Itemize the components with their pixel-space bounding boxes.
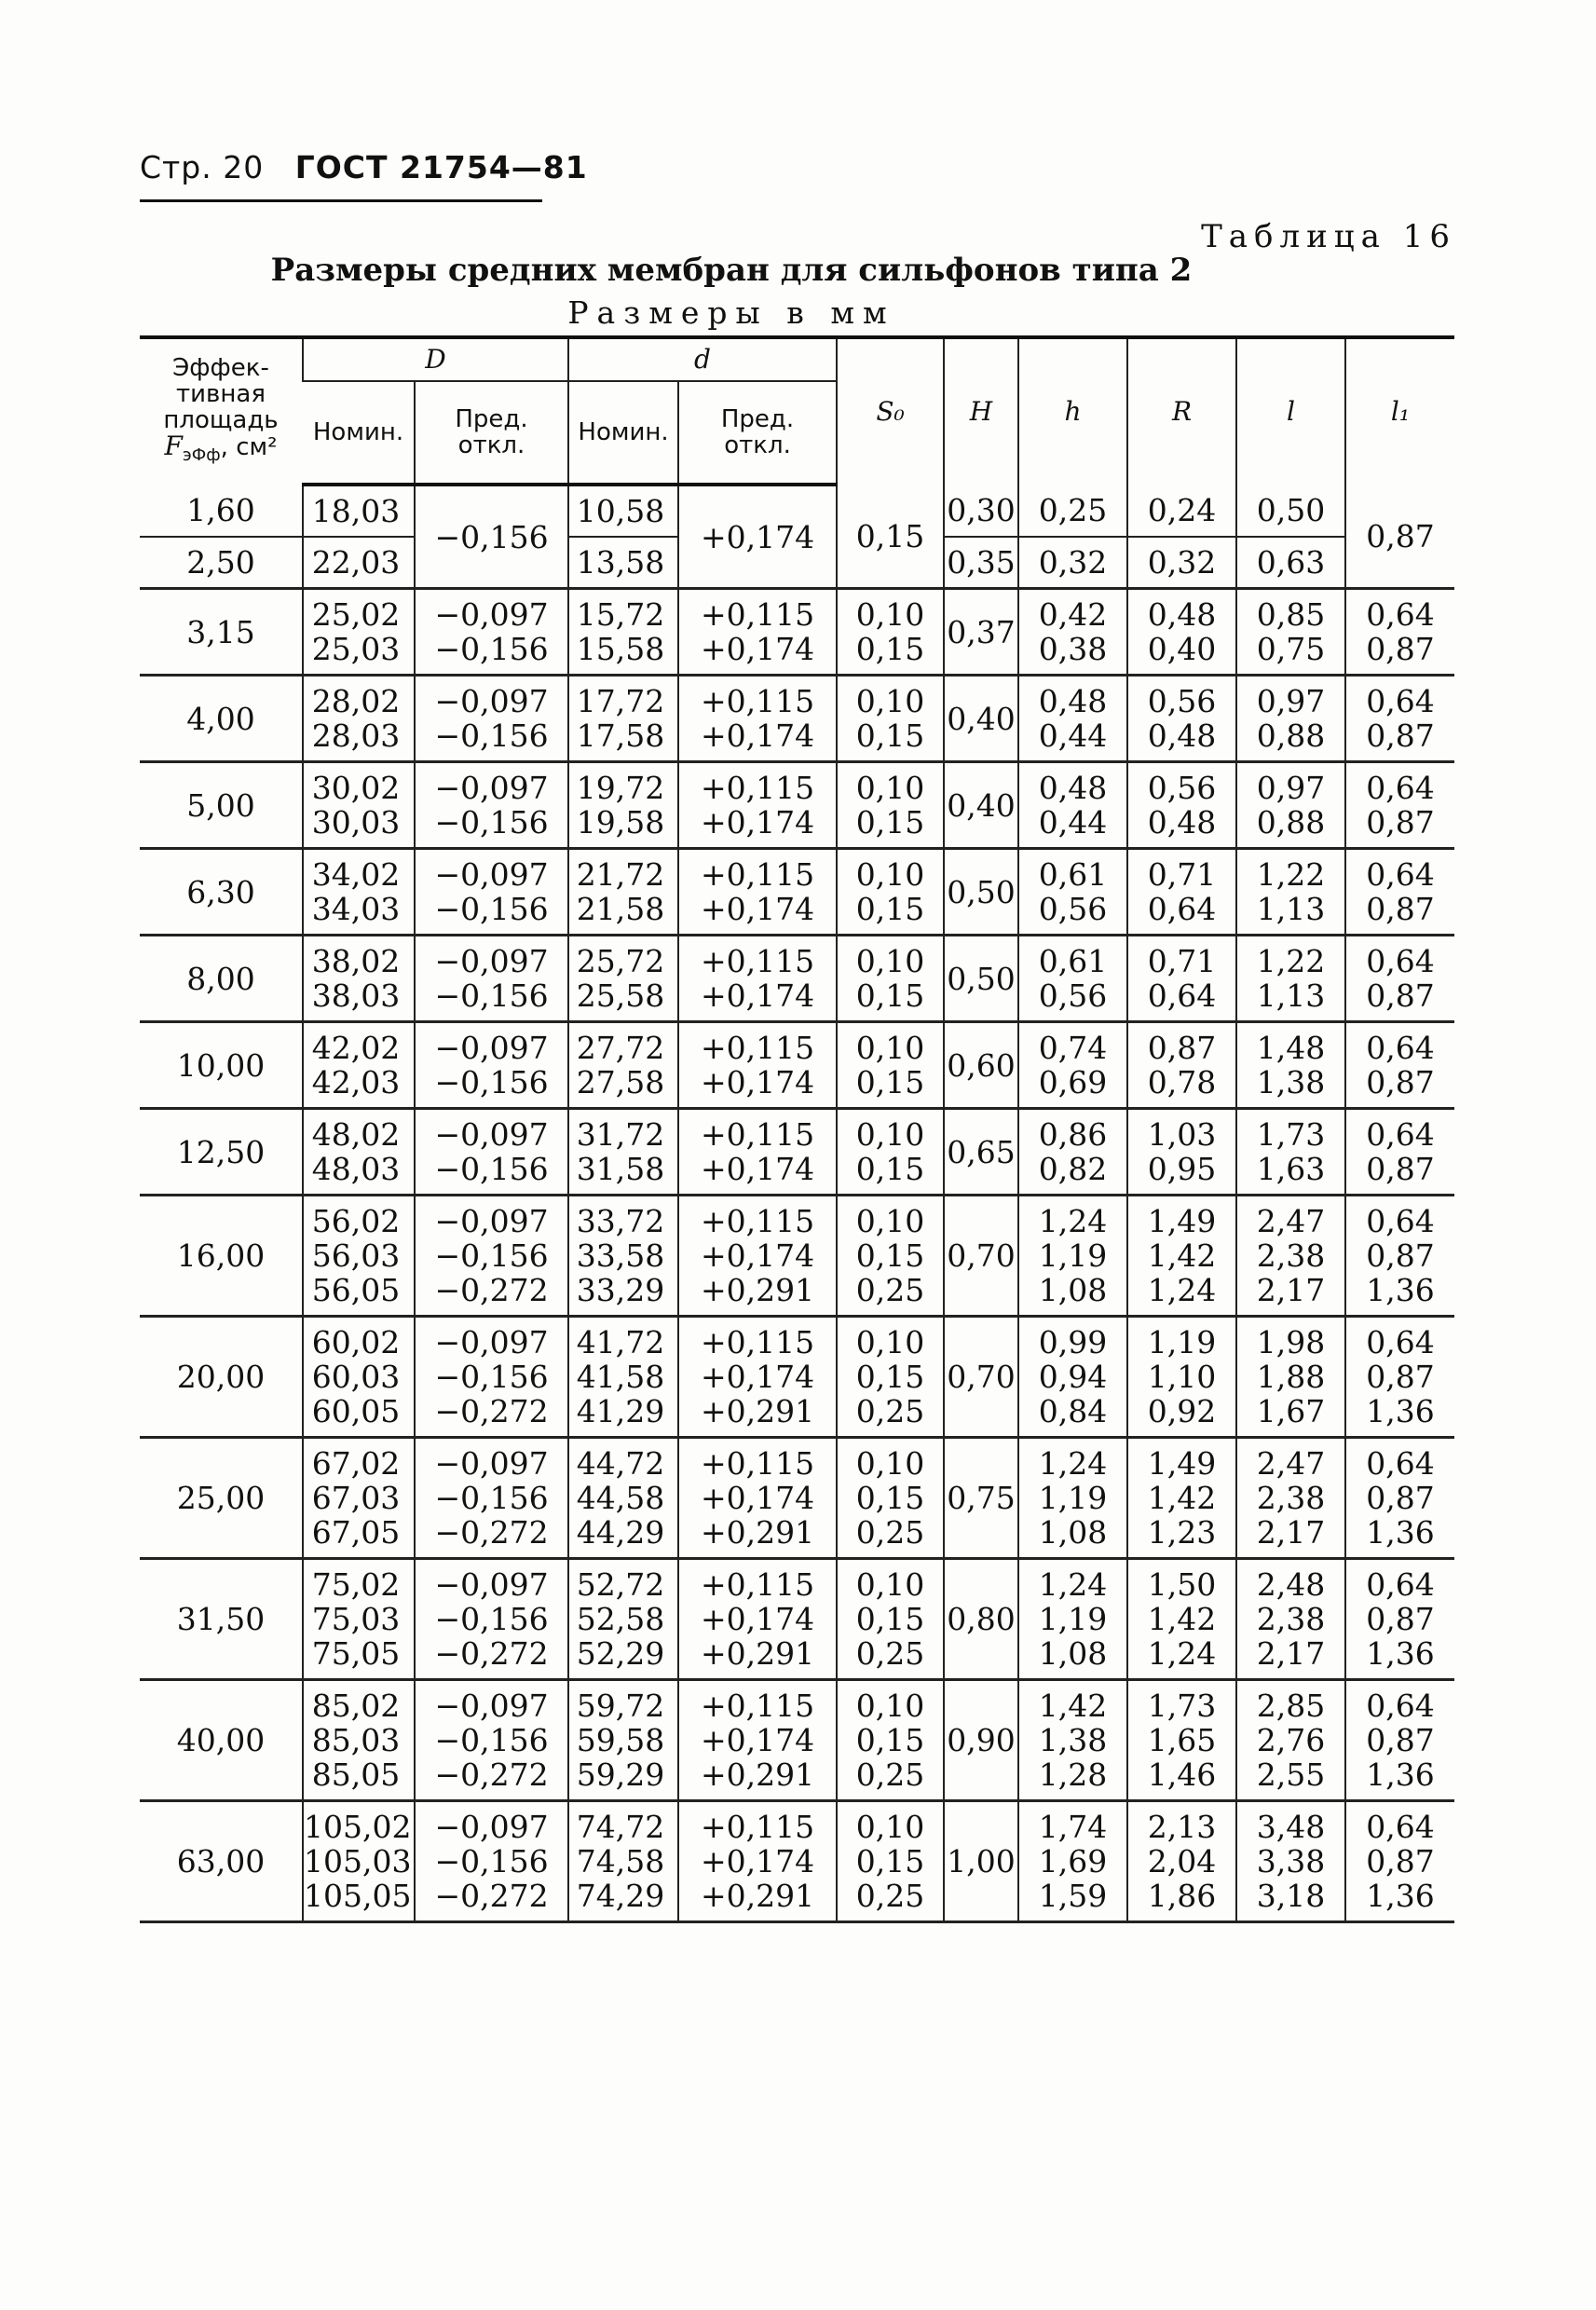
- cell-l: 1,98 1,88 1,67: [1236, 1317, 1345, 1438]
- header-rule: [140, 199, 542, 202]
- cell-d-tolerance: +0,115 +0,174: [678, 676, 837, 762]
- cell-h: 0,99 0,94 0,84: [1018, 1317, 1127, 1438]
- cell-R: 0,56 0,48: [1127, 762, 1236, 849]
- cell-R: 0,48 0,40: [1127, 589, 1236, 676]
- cell-R: 1,50 1,42 1,24: [1127, 1559, 1236, 1680]
- cell-H: 0,37: [944, 589, 1018, 676]
- cell-d-nominal: 15,72 15,58: [568, 589, 678, 676]
- cell-d-tolerance: +0,115 +0,174: [678, 936, 837, 1022]
- cell-D-nominal: 42,02 42,03: [303, 1022, 415, 1109]
- header-d-tolerance: [678, 381, 837, 485]
- cell-H: 0,40: [944, 676, 1018, 762]
- cell-R: 0,24: [1127, 485, 1236, 537]
- cell-l: 0,85 0,75: [1236, 589, 1345, 676]
- cell-h: 1,24 1,19 1,08: [1018, 1196, 1127, 1317]
- cell-d-tolerance: +0,115 +0,174: [678, 589, 837, 676]
- cell-D-tolerance: −0,097 −0,156 −0,272: [415, 1317, 568, 1438]
- cell-area: 40,00: [140, 1680, 303, 1801]
- cell-l: 1,22 1,13: [1236, 936, 1345, 1022]
- cell-d-tolerance: +0,115 +0,174 +0,291: [678, 1317, 837, 1438]
- table-row: [140, 762, 1454, 849]
- table-title: Размеры средних мембран для сильфонов типа 2: [270, 252, 1193, 289]
- cell-l1: 0,64 0,87 1,36: [1345, 1559, 1454, 1680]
- cell-d-nominal: 25,72 25,58: [568, 936, 678, 1022]
- cell-S0: 0,10 0,15: [837, 676, 944, 762]
- cell-h: 0,32: [1018, 537, 1127, 589]
- cell-S0: 0,10 0,15 0,25: [837, 1559, 944, 1680]
- cell-d-tolerance: +0,115 +0,174 +0,291: [678, 1438, 837, 1559]
- cell-D-nominal: 67,02 67,03 67,05: [303, 1438, 415, 1559]
- cell-h: 0,86 0,82: [1018, 1109, 1127, 1196]
- table-row: [140, 1317, 1454, 1438]
- cell-S0: 0,10 0,15 0,25: [837, 1438, 944, 1559]
- cell-D-tolerance: −0,097 −0,156: [415, 849, 568, 936]
- cell-d-nominal: 17,72 17,58: [568, 676, 678, 762]
- table-row: [140, 676, 1454, 762]
- cell-h: 1,42 1,38 1,28: [1018, 1680, 1127, 1801]
- table-units: Размеры в мм: [567, 294, 895, 331]
- cell-D-tolerance: −0,097 −0,156: [415, 676, 568, 762]
- area-unit: см²: [236, 433, 278, 461]
- cell-d-tolerance: +0,115 +0,174: [678, 1022, 837, 1109]
- cell-area: 5,00: [140, 762, 303, 849]
- cell-d-nominal: 13,58: [568, 537, 678, 589]
- cell-l: 0,97 0,88: [1236, 762, 1345, 849]
- header-D-tolerance-label: Пред. откл.: [455, 405, 528, 459]
- cell-d-tolerance: +0,115 +0,174: [678, 849, 837, 936]
- table-row: [140, 1559, 1454, 1680]
- header-H: [944, 337, 1018, 485]
- cell-l: 2,85 2,76 2,55: [1236, 1680, 1345, 1801]
- cell-D-nominal: 38,02 38,03: [303, 936, 415, 1022]
- header-area-symbol: $F_{эФф}$, см²: [164, 431, 278, 465]
- cell-H: 0,75: [944, 1438, 1018, 1559]
- cell-H: 0,35: [944, 537, 1018, 589]
- cell-d-nominal: 74,72 74,58 74,29: [568, 1801, 678, 1922]
- cell-area: 16,00: [140, 1196, 303, 1317]
- header-d-nominal: Номин.: [568, 381, 678, 485]
- cell-l: 0,97 0,88: [1236, 676, 1345, 762]
- page-header: [140, 149, 588, 185]
- cell-l: 0,63: [1236, 537, 1345, 589]
- cell-R: 1,19 1,10 0,92: [1127, 1317, 1236, 1438]
- table-row: [140, 936, 1454, 1022]
- cell-l1: 0,64 0,87 1,36: [1345, 1680, 1454, 1801]
- cell-h: 0,25: [1018, 485, 1127, 537]
- cell-D-tolerance: −0,097 −0,156 −0,272: [415, 1196, 568, 1317]
- cell-H: 0,65: [944, 1109, 1018, 1196]
- cell-S0: 0,10 0,15 0,25: [837, 1801, 944, 1922]
- cell-h: 0,61 0,56: [1018, 849, 1127, 936]
- cell-d-tolerance: +0,115 +0,174 +0,291: [678, 1559, 837, 1680]
- cell-R: 0,71 0,64: [1127, 849, 1236, 936]
- cell-S0: 0,15: [837, 485, 944, 589]
- cell-l1: 0,64 0,87 1,36: [1345, 1801, 1454, 1922]
- header-h-label: h: [1064, 395, 1082, 427]
- cell-h: 1,24 1,19 1,08: [1018, 1438, 1127, 1559]
- header-S0: [837, 337, 944, 485]
- table-row: [140, 1680, 1454, 1801]
- cell-d-tolerance: +0,115 +0,174: [678, 762, 837, 849]
- cell-D-nominal: 22,03: [303, 537, 415, 589]
- cell-D-nominal: 25,02 25,03: [303, 589, 415, 676]
- cell-D-nominal: 48,02 48,03: [303, 1109, 415, 1196]
- cell-l: 1,48 1,38: [1236, 1022, 1345, 1109]
- cell-R: 0,32: [1127, 537, 1236, 589]
- header-D-label: D: [425, 343, 446, 375]
- cell-R: 2,13 2,04 1,86: [1127, 1801, 1236, 1922]
- cell-S0: 0,10 0,15: [837, 936, 944, 1022]
- cell-area: 10,00: [140, 1022, 303, 1109]
- cell-l: 1,22 1,13: [1236, 849, 1345, 936]
- cell-H: 0,70: [944, 1317, 1018, 1438]
- cell-d-nominal: 19,72 19,58: [568, 762, 678, 849]
- header-D: [303, 337, 568, 381]
- table-row: [140, 485, 1454, 537]
- header-R: [1127, 337, 1236, 485]
- cell-R: 0,56 0,48: [1127, 676, 1236, 762]
- header-d: [568, 337, 837, 381]
- cell-h: 1,24 1,19 1,08: [1018, 1559, 1127, 1680]
- cell-h: 1,74 1,69 1,59: [1018, 1801, 1127, 1922]
- cell-D-nominal: 105,02 105,03 105,05: [303, 1801, 415, 1922]
- cell-H: 0,90: [944, 1680, 1018, 1801]
- table-row: [140, 1438, 1454, 1559]
- cell-S0: 0,10 0,15: [837, 589, 944, 676]
- header-S0-label: S₀: [876, 395, 905, 427]
- cell-d-nominal: 44,72 44,58 44,29: [568, 1438, 678, 1559]
- header-D-nominal: Номин.: [303, 381, 415, 485]
- cell-h: 0,48 0,44: [1018, 676, 1127, 762]
- cell-D-tolerance: −0,097 −0,156 −0,272: [415, 1438, 568, 1559]
- cell-S0: 0,10 0,15 0,25: [837, 1196, 944, 1317]
- cell-h: 0,61 0,56: [1018, 936, 1127, 1022]
- table-number: Таблица 16: [1201, 218, 1456, 255]
- table-row: [140, 1109, 1454, 1196]
- cell-l: 3,48 3,38 3,18: [1236, 1801, 1345, 1922]
- cell-d-tolerance: +0,115 +0,174 +0,291: [678, 1801, 837, 1922]
- cell-l: 1,73 1,63: [1236, 1109, 1345, 1196]
- cell-area: 2,50: [140, 537, 303, 589]
- cell-D-tolerance: −0,097 −0,156 −0,272: [415, 1680, 568, 1801]
- cell-h: 0,48 0,44: [1018, 762, 1127, 849]
- cell-H: 0,40: [944, 762, 1018, 849]
- cell-D-tolerance: −0,097 −0,156 −0,272: [415, 1559, 568, 1680]
- cell-area: 12,50: [140, 1109, 303, 1196]
- cell-D-nominal: 28,02 28,03: [303, 676, 415, 762]
- cell-D-tolerance: −0,097 −0,156: [415, 762, 568, 849]
- header-d-tolerance-label: Пред. откл.: [720, 405, 795, 459]
- cell-S0: 0,10 0,15: [837, 1109, 944, 1196]
- header-H-label: H: [969, 395, 993, 427]
- cell-d-nominal: 10,58: [568, 485, 678, 537]
- area-subscript: эФф: [182, 445, 221, 465]
- cell-D-nominal: 85,02 85,03 85,05: [303, 1680, 415, 1801]
- header-d-label: d: [694, 343, 711, 375]
- table-body: [140, 485, 1454, 1922]
- cell-area: 4,00: [140, 676, 303, 762]
- header-D-tolerance: [415, 381, 568, 485]
- header-effective-area: [140, 337, 303, 485]
- cell-R: 1,03 0,95: [1127, 1109, 1236, 1196]
- cell-l1: 0,64 0,87: [1345, 1022, 1454, 1109]
- cell-H: 0,60: [944, 1022, 1018, 1109]
- cell-D-nominal: 18,03: [303, 485, 415, 537]
- cell-R: 0,87 0,78: [1127, 1022, 1236, 1109]
- cell-area: 31,50: [140, 1559, 303, 1680]
- page-number: Стр. 20: [140, 149, 265, 185]
- cell-R: 1,49 1,42 1,24: [1127, 1196, 1236, 1317]
- cell-l: 2,47 2,38 2,17: [1236, 1196, 1345, 1317]
- cell-d-nominal: 21,72 21,58: [568, 849, 678, 936]
- cell-area: 8,00: [140, 936, 303, 1022]
- cell-l1: 0,64 0,87 1,36: [1345, 1317, 1454, 1438]
- cell-area: 3,15: [140, 589, 303, 676]
- cell-d-nominal: 41,72 41,58 41,29: [568, 1317, 678, 1438]
- cell-d-tolerance: +0,115 +0,174 +0,291: [678, 1680, 837, 1801]
- cell-D-nominal: 60,02 60,03 60,05: [303, 1317, 415, 1438]
- header-area-label: Эффек-тивная площадь: [163, 354, 279, 434]
- cell-S0: 0,10 0,15 0,25: [837, 1680, 944, 1801]
- cell-area: 1,60: [140, 485, 303, 537]
- cell-D-tolerance: −0,097 −0,156 −0,272: [415, 1801, 568, 1922]
- header-l1-label: l₁: [1390, 395, 1411, 427]
- cell-D-tolerance: −0,097 −0,156: [415, 589, 568, 676]
- area-symbol: F: [164, 431, 183, 461]
- membrane-dimensions-table: [140, 335, 1454, 1923]
- cell-D-nominal: 30,02 30,03: [303, 762, 415, 849]
- cell-D-tolerance: −0,097 −0,156: [415, 1109, 568, 1196]
- header-h: [1018, 337, 1127, 485]
- cell-d-nominal: 27,72 27,58: [568, 1022, 678, 1109]
- table-row: [140, 849, 1454, 936]
- cell-d-nominal: 59,72 59,58 59,29: [568, 1680, 678, 1801]
- header-R-label: R: [1171, 395, 1193, 427]
- cell-H: 0,70: [944, 1196, 1018, 1317]
- cell-area: 63,00: [140, 1801, 303, 1922]
- cell-H: 1,00: [944, 1801, 1018, 1922]
- cell-l1: 0,64 0,87 1,36: [1345, 1196, 1454, 1317]
- cell-l1: 0,64 0,87 1,36: [1345, 1438, 1454, 1559]
- header-l1: [1345, 337, 1454, 485]
- cell-H: 0,30: [944, 485, 1018, 537]
- cell-h: 0,74 0,69: [1018, 1022, 1127, 1109]
- header-l: [1236, 337, 1345, 485]
- cell-D-tolerance: −0,097 −0,156: [415, 1022, 568, 1109]
- table-row: [140, 589, 1454, 676]
- cell-R: 0,71 0,64: [1127, 936, 1236, 1022]
- cell-d-tolerance: +0,115 +0,174: [678, 1109, 837, 1196]
- cell-H: 0,80: [944, 1559, 1018, 1680]
- cell-l1: 0,64 0,87: [1345, 676, 1454, 762]
- cell-S0: 0,10 0,15 0,25: [837, 1317, 944, 1438]
- cell-D-tolerance: −0,156: [415, 485, 568, 589]
- cell-D-nominal: 56,02 56,03 56,05: [303, 1196, 415, 1317]
- cell-S0: 0,10 0,15: [837, 1022, 944, 1109]
- cell-l1: 0,64 0,87: [1345, 849, 1454, 936]
- cell-area: 20,00: [140, 1317, 303, 1438]
- table-row: [140, 1196, 1454, 1317]
- cell-d-nominal: 33,72 33,58 33,29: [568, 1196, 678, 1317]
- cell-l: 2,47 2,38 2,17: [1236, 1438, 1345, 1559]
- cell-l1: 0,64 0,87: [1345, 936, 1454, 1022]
- cell-l1: 0,64 0,87: [1345, 1109, 1454, 1196]
- cell-D-tolerance: −0,097 −0,156: [415, 936, 568, 1022]
- cell-H: 0,50: [944, 849, 1018, 936]
- cell-R: 1,73 1,65 1,46: [1127, 1680, 1236, 1801]
- cell-d-nominal: 31,72 31,58: [568, 1109, 678, 1196]
- table-row: [140, 1801, 1454, 1922]
- cell-S0: 0,10 0,15: [837, 762, 944, 849]
- cell-d-tolerance: +0,174: [678, 485, 837, 589]
- cell-d-nominal: 52,72 52,58 52,29: [568, 1559, 678, 1680]
- cell-D-nominal: 34,02 34,03: [303, 849, 415, 936]
- cell-l: 2,48 2,38 2,17: [1236, 1559, 1345, 1680]
- cell-R: 1,49 1,42 1,23: [1127, 1438, 1236, 1559]
- cell-l1: 0,64 0,87: [1345, 589, 1454, 676]
- table-row: [140, 1022, 1454, 1109]
- header-l-label: l: [1287, 395, 1295, 427]
- cell-area: 25,00: [140, 1438, 303, 1559]
- cell-d-tolerance: +0,115 +0,174 +0,291: [678, 1196, 837, 1317]
- cell-l1: 0,87: [1345, 485, 1454, 589]
- cell-D-nominal: 75,02 75,03 75,05: [303, 1559, 415, 1680]
- cell-h: 0,42 0,38: [1018, 589, 1127, 676]
- cell-area: 6,30: [140, 849, 303, 936]
- standard-code: ГОСТ 21754—81: [294, 149, 588, 185]
- cell-H: 0,50: [944, 936, 1018, 1022]
- cell-l1: 0,64 0,87: [1345, 762, 1454, 849]
- cell-l: 0,50: [1236, 485, 1345, 537]
- cell-S0: 0,10 0,15: [837, 849, 944, 936]
